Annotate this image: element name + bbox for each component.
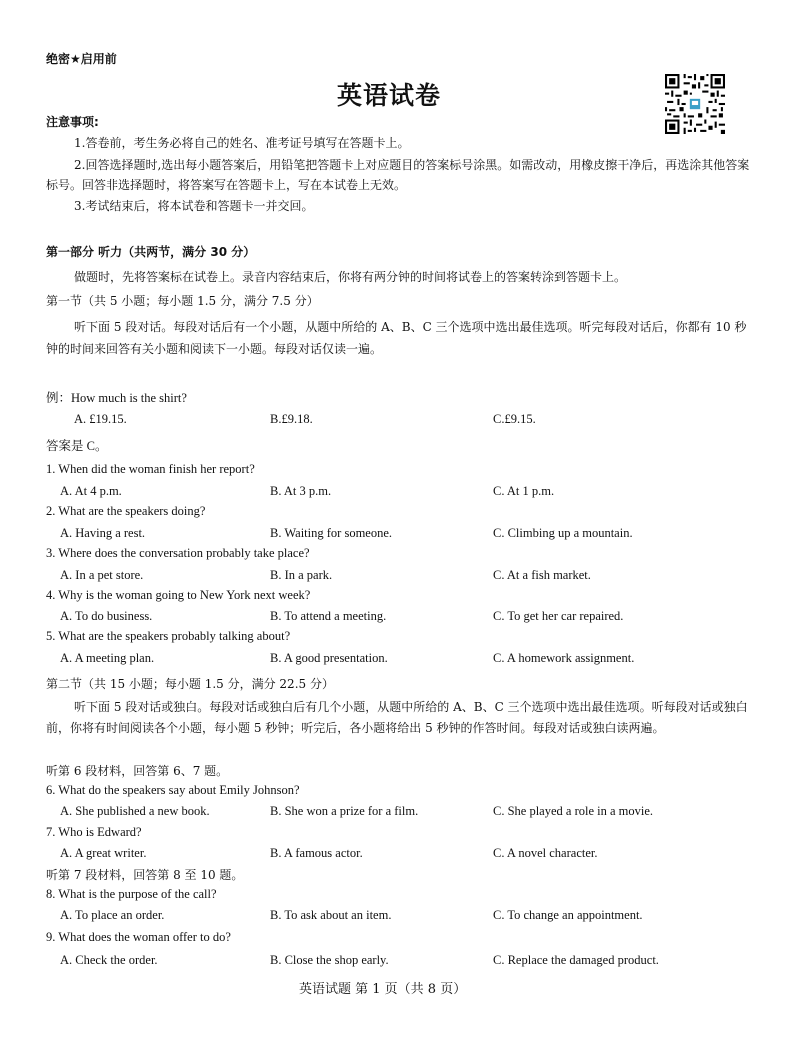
question-8: 8. What is the purpose of the call? xyxy=(46,887,217,901)
question-4-option-b: B. To attend a meeting. xyxy=(270,609,387,623)
question-1-option-b: B. At 3 p.m. xyxy=(270,484,332,498)
example-option-c: C.£9.15. xyxy=(493,412,536,426)
question-6-option-c: C. She played a role in a movie. xyxy=(493,804,654,818)
example-option-b: B.£9.18. xyxy=(270,412,313,426)
question-8-option-b: B. To ask about an item. xyxy=(270,908,392,922)
question-2-option-b: B. Waiting for someone. xyxy=(270,526,393,540)
notice-item-3: 3.考试结束后，将本试卷和答题卡一并交回。 xyxy=(74,199,314,213)
question-1-option-a: A. At 4 p.m. xyxy=(60,484,122,498)
notice-heading: 注意事项: xyxy=(46,115,99,129)
question-3-option-c: C. At a fish market. xyxy=(493,568,591,582)
question-9-option-a: A. Check the order. xyxy=(60,953,158,967)
question-9-option-c: C. Replace the damaged product. xyxy=(493,953,659,967)
example-option-a: A. £19.15. xyxy=(74,412,127,426)
question-2-option-a: A. Having a rest. xyxy=(60,526,146,540)
question-5-option-c: C. A homework assignment. xyxy=(493,651,635,665)
page-title: 英语试卷 xyxy=(337,81,442,110)
secret-mark: 绝密★启用前 xyxy=(46,52,117,66)
question-7-option-b: B. A famous actor. xyxy=(270,846,363,860)
qr-code-icon xyxy=(665,74,725,134)
question-4-option-c: C. To get her car repaired. xyxy=(493,609,624,623)
part1-heading: 第一部分 听力（共两节，满分 30 分） xyxy=(46,245,256,259)
question-3-option-a: A. In a pet store. xyxy=(60,568,144,582)
question-3-option-b: B. In a park. xyxy=(270,568,333,582)
section2-instruction: 听下面 5 段对话或独白。每段对话或独白后有几个小题，从题中所给的 A、B、C 三个选项中选出最佳选项。听每段对话或独白前，你将有时间阅读各个小题，每小题 5 秒钟；听完后，各小题将给出 5 秒钟的作答时间。每段对话或独白读两遍。 xyxy=(46,700,748,735)
question-7-option-c: C. A novel character. xyxy=(493,846,598,860)
question-6-option-b: B. She won a prize for a film. xyxy=(270,804,419,818)
question-8-option-a: A. To place an order. xyxy=(60,908,165,922)
question-6: 6. What do the speakers say about Emily Johnson? xyxy=(46,783,300,797)
question-1-option-c: C. At 1 p.m. xyxy=(493,484,555,498)
question-4-option-a: A. To do business. xyxy=(60,609,153,623)
question-8-option-c: C. To change an appointment. xyxy=(493,908,643,922)
question-9: 9. What does the woman offer to do? xyxy=(46,930,231,944)
question-5: 5. What are the speakers probably talking about? xyxy=(46,629,291,643)
section2-heading: 第二节（共 15 小题；每小题 1.5 分，满分 22.5 分） xyxy=(46,677,334,691)
material-6-note: 听第 6 段材料，回答第 6、7 题。 xyxy=(46,764,229,778)
section1-heading: 第一节（共 5 小题；每小题 1.5 分，满分 7.5 分） xyxy=(46,294,319,308)
question-9-option-b: B. Close the shop early. xyxy=(270,953,389,967)
material-7-note: 听第 7 段材料，回答第 8 至 10 题。 xyxy=(46,868,244,882)
question-3: 3. Where does the conversation probably take place? xyxy=(46,546,310,560)
part1-intro: 做题时，先将答案标在试卷上。录音内容结束后，你将有两分钟的时间将试卷上的答案转涂到答题卡上。 xyxy=(74,270,627,284)
question-7: 7. Who is Edward? xyxy=(46,825,142,839)
section1-instruction: 听下面 5 段对话。每段对话后有一个小题，从题中所给的 A、B、C 三个选项中选出最佳选项。听完每段对话后，你都有 10 秒钟的时间来回答有关小题和阅读下一小题。每段对话仅读一遍。 xyxy=(46,320,747,356)
page-footer: 英语试题 第 1 页（共 8 页） xyxy=(299,982,467,997)
question-1: 1. When did the woman finish her report? xyxy=(46,462,255,476)
question-5-option-a: A. A meeting plan. xyxy=(60,651,155,665)
question-2: 2. What are the speakers doing? xyxy=(46,504,206,518)
notice-item-1: 1.答卷前，考生务必将自己的姓名、准考证号填写在答题卡上。 xyxy=(74,136,410,150)
example-answer: 答案是 C。 xyxy=(46,439,108,453)
example-question: 例：How much is the shirt? xyxy=(46,391,187,405)
question-2-option-c: C. Climbing up a mountain. xyxy=(493,526,633,540)
question-7-option-a: A. A great writer. xyxy=(60,846,147,860)
notice-item-2: 2.回答选择题时,选出每小题答案后，用铅笔把答题卡上对应题目的答案标号涂黑。如需改动，用橡皮擦干净后，再选涂其他答案标号。回答非选择题时，将答案写在答题卡上，写在本试卷上无效。 xyxy=(46,158,750,192)
question-5-option-b: B. A good presentation. xyxy=(270,651,388,665)
question-6-option-a: A. She published a new book. xyxy=(60,804,210,818)
question-4: 4. Why is the woman going to New York next week? xyxy=(46,588,311,602)
